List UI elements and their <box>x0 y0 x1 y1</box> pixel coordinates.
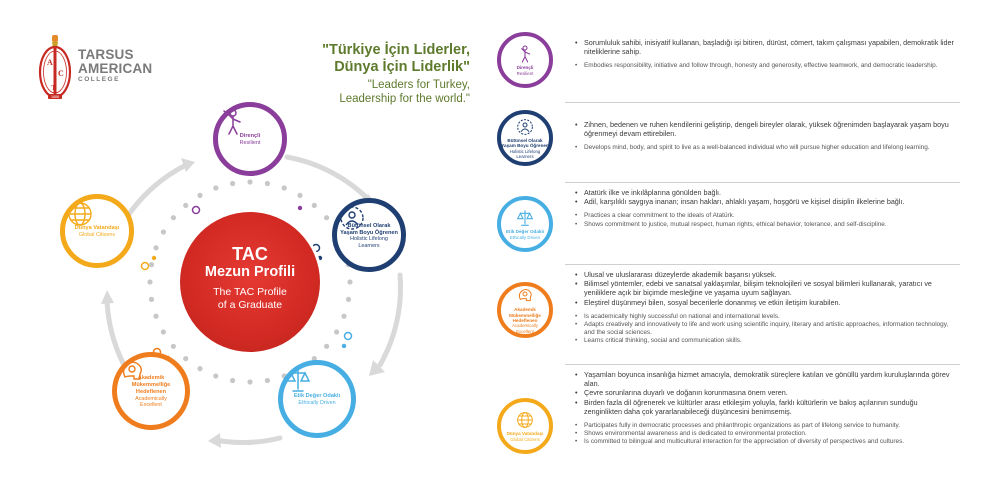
ring-dot <box>183 203 188 208</box>
ring-dot <box>324 215 329 220</box>
divider <box>565 182 960 183</box>
bullet: • Is academically highly successful on national and international levels. <box>575 313 955 321</box>
row-text <box>575 38 955 71</box>
ring-dot <box>197 193 202 198</box>
node-label-tr: Etik Değer Odaklı <box>293 393 341 400</box>
logo-letter-t: T <box>51 84 56 92</box>
ring-dot <box>171 344 176 349</box>
center-title: TAC <box>232 244 268 264</box>
ring-dot <box>171 215 176 220</box>
bullet: • Practices a clear commitment to the ideals of Atatürk. <box>575 212 955 220</box>
node-label-en: Resilient <box>239 140 261 147</box>
row-badge <box>497 196 553 252</box>
bullet: • Adil, karşılıklı saygıya inanan; insan hakları, ahlaklı yaşam, hoşgörü ve kişisel disiplin ilkelerine bağlı. <box>575 197 955 206</box>
ring-dot <box>265 181 270 186</box>
center-english: The TAC Profile of a Graduate <box>213 286 287 311</box>
row-text <box>575 270 955 346</box>
badge-label-en: Global Citizens <box>510 436 540 442</box>
english-bullets <box>575 144 955 152</box>
ring-dot <box>197 366 202 371</box>
wheel-node-global-citizens[interactable] <box>60 194 134 268</box>
profile-row-resilient <box>485 28 975 108</box>
logo-letter-a: A <box>47 58 53 67</box>
bullet: • Develops mind, body, and spirit to live as a well-balanced individual who will pursue higher education and lifelong learning. <box>575 144 955 152</box>
badge-label-en: Academically Excellent <box>512 323 538 334</box>
ring-dot <box>341 314 346 319</box>
english-bullets <box>575 62 955 70</box>
row-badge <box>497 282 553 338</box>
bullet: • Zihnen, bedenen ve ruhen kendilerini geliştirip, dengeli bireyler olarak, yüksek öğrenimden başlayarak yaşam boyu öğrenmeyi devam ettirebilen. <box>575 120 955 138</box>
turkish-bullets <box>575 188 955 206</box>
badge-label-tr: Dirençli <box>516 65 534 71</box>
badge-label-tr: Bütünsel Olarak Yaşam Boyu Öğrenen <box>501 137 549 149</box>
ring-dot <box>230 378 235 383</box>
brand-line-2: AMERICAN <box>78 60 153 76</box>
ring-dot <box>346 297 351 302</box>
badge-label-en: Resilient <box>516 70 534 76</box>
bullet: • Bilimsel yöntemler, edebi ve sanatsal yaklaşımlar, bilişim teknolojileri ve sosyal bilimleri kullanarak, yaratıcı ve yeniliklere açık bir biçimde mesleğine ve yaşama uyum sağlayan. <box>575 279 955 297</box>
english-bullets <box>575 313 955 346</box>
bullet: • Yaşamları boyunca insanlığa hizmet amacıyla, demokratik süreçlere katılan ve gönüllü yardım kuruluşlarında görev alan. <box>575 370 955 388</box>
wheel-node-academically-excellent[interactable] <box>112 352 190 430</box>
wheel-node-resilient[interactable] <box>213 102 287 176</box>
wheel-node-ethically-driven[interactable] <box>278 360 356 438</box>
english-bullets <box>575 212 955 228</box>
lifelong-learner-icon <box>515 117 535 137</box>
brand-line-1: TARSUS <box>78 47 134 62</box>
scales-icon <box>515 208 535 228</box>
wheel-node-lifelong-learners[interactable] <box>332 198 406 272</box>
row-badge <box>497 398 553 454</box>
lifelong-learner-icon <box>337 203 367 233</box>
graduate-profile-wheel <box>50 90 450 490</box>
bullet: • Atatürk ilke ve inkılâplarına gönülden bağlı. <box>575 188 955 197</box>
brain-icon <box>515 286 535 306</box>
badge-label-tr: Akademik Mükemmelliğe Hedeflenen <box>509 307 541 323</box>
english-bullets <box>575 422 955 447</box>
bullet: • Adapts creatively and innovatively to life and work using scientific inquiry, literary and artistic approaches, information technology, and the social sciences. <box>575 321 955 337</box>
brand-name <box>78 48 152 84</box>
brain-icon <box>117 357 147 387</box>
divider <box>565 264 960 265</box>
ring-dot <box>153 314 158 319</box>
bullet: • Is committed to bilingual and multicultural interaction for the appreciation of diversity of perspectives and cultures. <box>575 438 955 446</box>
logo-letter-c: C <box>58 69 64 78</box>
node-label-en: Holistic Lifelong Learners <box>350 236 388 249</box>
node-label-tr: Bütünsel Olarak Yaşam Boyu Öğrenen <box>340 222 398 236</box>
row-text <box>575 370 955 447</box>
globe-icon <box>65 199 95 229</box>
ring-dot <box>247 179 252 184</box>
bullet: • Eleştirel düşünmeyi bilen, sosyal becerilerle donanmış ve etkin iletişim kurabilen. <box>575 298 955 307</box>
bullet: • Birden fazla dil öğrenerek ve kültürler arası etkileşim yoluyla, farklı kültürlerin ve bakış açılarının sunduğu zenginlikten daha çok yararlanabileceği düşüncesini benimsemiş. <box>575 398 955 416</box>
badge-label-tr: Dünya Vatandaşı <box>506 431 544 437</box>
bullet: • Participates fully in democratic processes and philanthropic organizations as part of lifelong service to humanity. <box>575 422 955 430</box>
ring-dot <box>312 203 317 208</box>
ring-dot <box>149 297 154 302</box>
badge-label-en: Ethically Driven <box>509 234 541 240</box>
ring-dot <box>213 185 218 190</box>
ring-dot <box>183 356 188 361</box>
badge-label-tr: Etik Değer Odaklı <box>505 229 545 235</box>
row-badge <box>497 110 553 166</box>
ring-dot <box>347 279 352 284</box>
node-label-en: Academically Excellent <box>135 395 167 409</box>
divider <box>565 364 960 365</box>
motto-turkish: "Türkiye İçin Liderler, Dünya İçin Liderlik" <box>322 42 470 75</box>
row-text <box>575 120 955 153</box>
node-label-en: Global Citizens <box>78 232 116 239</box>
ring-dot <box>297 193 302 198</box>
ring-dot <box>149 262 154 267</box>
logo-year: 1888 <box>51 95 59 100</box>
profile-row-global-citizens <box>485 368 975 488</box>
ring-dot <box>147 279 152 284</box>
divider <box>565 102 960 103</box>
ring-dot <box>324 344 329 349</box>
ring-dot <box>153 245 158 250</box>
turkish-bullets <box>575 370 955 416</box>
hero-icon <box>218 107 248 137</box>
ring-dot <box>161 229 166 234</box>
ring-dot <box>247 379 252 384</box>
node-label-tr: Akademik Mükemmelliğe Hedeflenen <box>131 375 171 395</box>
bullet: • Çevre sorunlarına duyarlı ve doğanın korunmasına önem veren. <box>575 388 955 397</box>
ring-dot <box>265 378 270 383</box>
node-label-tr: Dünya Vatandaşı <box>74 225 120 232</box>
bullet: • Sorumluluk sahibi, inisiyatif kullanan, başladığı işi bitiren, dürüst, cömert, takım çalışması yapabilen, demokratik lider niteliklerine sahip. <box>575 38 955 56</box>
ring-dot <box>213 373 218 378</box>
bullet: • Shows commitment to justice, mutual respect, human rights, ethical behavior, tolerance, and self-discipline. <box>575 221 955 229</box>
row-badge <box>497 32 553 88</box>
motto-english: "Leaders for Turkey, Leadership for the world." <box>339 79 470 105</box>
ring-dot <box>161 329 166 334</box>
profile-row-academically-excellent <box>485 268 975 360</box>
turkish-bullets <box>575 120 955 138</box>
ring-dot <box>230 181 235 186</box>
node-label-en: Ethically Driven <box>298 400 336 407</box>
hero-icon <box>515 44 535 64</box>
turkish-bullets <box>575 270 955 307</box>
bullet: • Shows environmental awareness and is dedicated to environmental protection. <box>575 430 955 438</box>
globe-icon <box>515 410 535 430</box>
profile-row-lifelong-learners <box>485 106 975 186</box>
bullet: • Embodies responsibility, initiative and follow through, honesty and generosity, effective teamwork, and democratic leadership. <box>575 62 955 70</box>
row-text <box>575 188 955 229</box>
bullet: • Learns critical thinking, social and communication skills. <box>575 337 955 345</box>
profile-row-ethically-driven <box>485 186 975 270</box>
brand-line-3: COLLEGE <box>78 76 120 83</box>
node-label-tr: Dirençli <box>239 133 261 140</box>
scales-icon <box>283 365 313 395</box>
center-subtitle: Mezun Profili <box>204 264 296 280</box>
turkish-bullets <box>575 38 955 56</box>
badge-label-en: Holistic Lifelong Learners <box>509 148 541 159</box>
bullet: • Ulusal ve uluslararası düzeylerde akademik başarısı yüksek. <box>575 270 955 279</box>
ring-dot <box>334 329 339 334</box>
profile-center <box>180 212 320 352</box>
ring-dot <box>282 185 287 190</box>
